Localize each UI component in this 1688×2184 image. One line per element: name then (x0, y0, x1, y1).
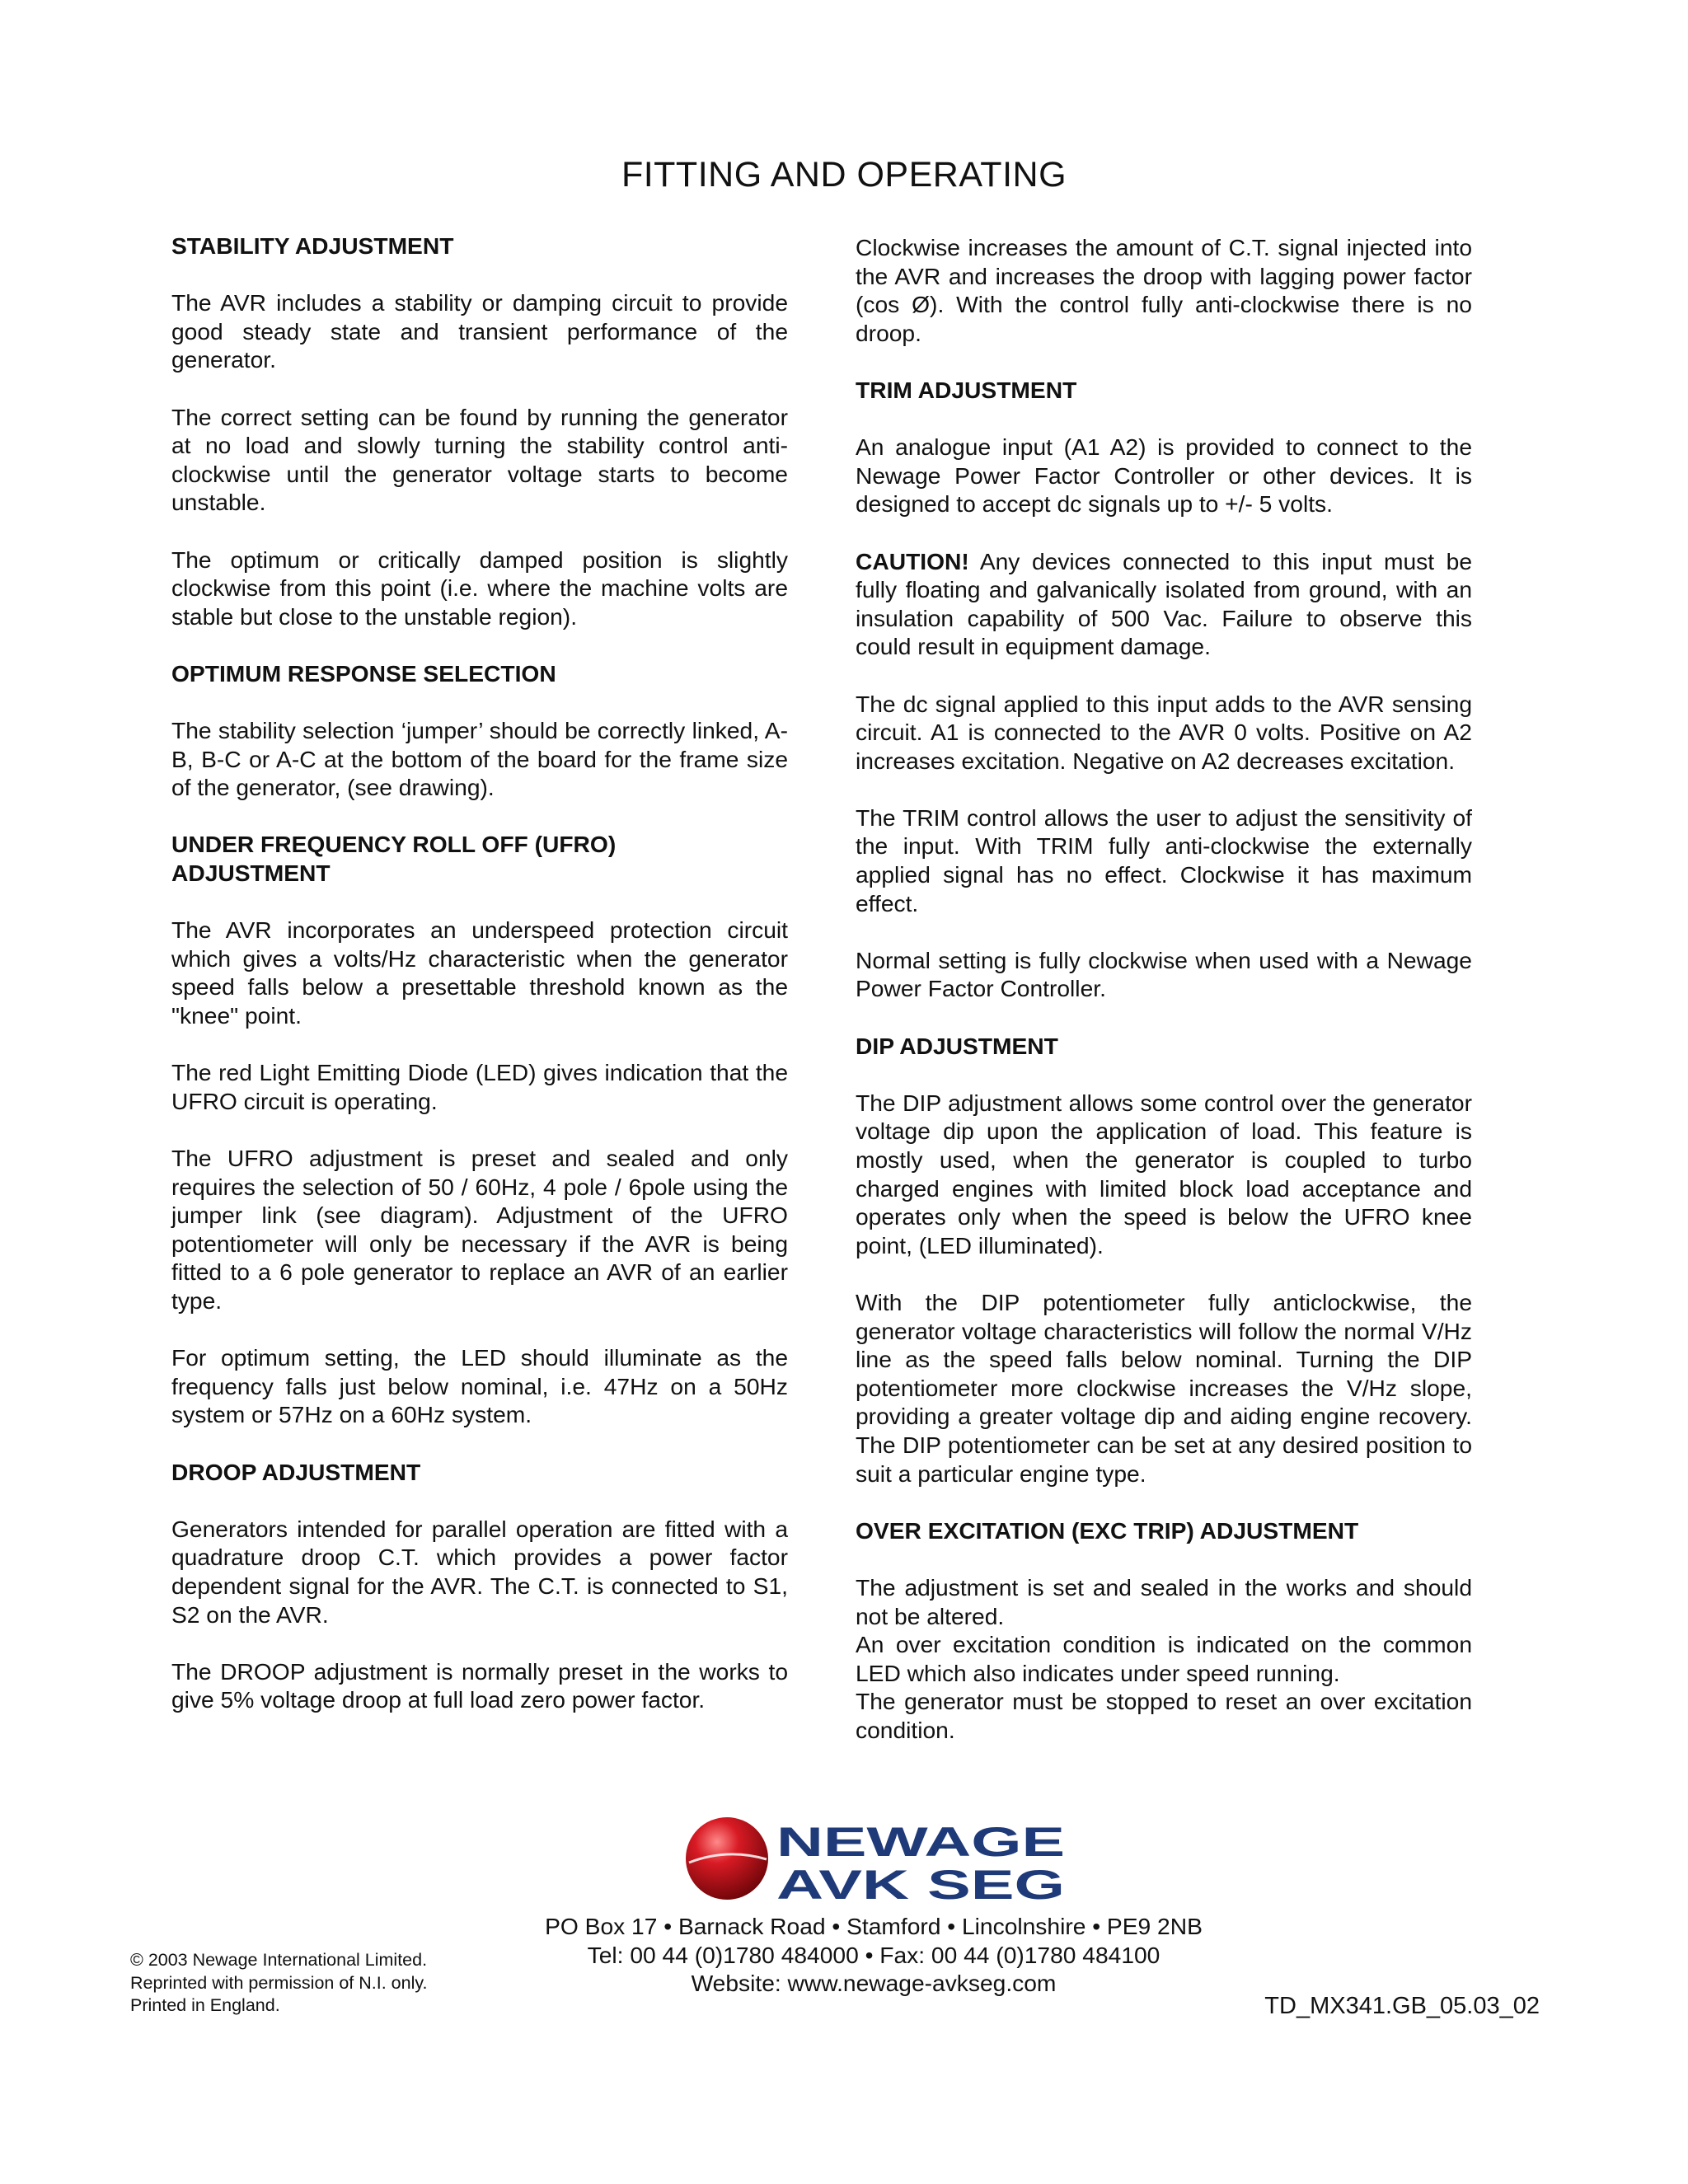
copyright-line-3: Printed in England. (130, 1995, 280, 2015)
trim-heading: TRIM ADJUSTMENT (856, 376, 1077, 403)
dip-heading: DIP ADJUSTMENT (856, 1032, 1058, 1059)
droop-paragraph-3: Clockwise increases the amount of C.T. signal injected into the AVR and increases the droop with lagging power factor (cos Ø). With the control fully anti-clockwise there is no droop. (856, 234, 1472, 346)
address-line-1: PO Box 17 • Barnack Road • Stamford • Lincolnshire • PE9 2NB (545, 1913, 1203, 1939)
document-reference: TD_MX341.GB_05.03_02 (1264, 1993, 1540, 2019)
exc-heading: OVER EXCITATION (EXC TRIP) ADJUSTMENT (856, 1516, 1359, 1544)
dip-paragraph-2: With the DIP potentiometer fully anticlockwise, the generator voltage characteristics will follow the normal V/Hz line as the speed falls below nominal. Turning the DIP potentiometer more clockwise increases the V/Hz slope, providing a greater voltage dip and aiding engine recovery. The DIP potentiometer can be set at any desired position to suit a particular engine type. (856, 1288, 1472, 1487)
exc-paragraph-3: The generator must be stopped to reset an over excitation condition. (856, 1688, 1472, 1743)
stability-paragraph-3: The optimum or critically damped position is slightly clockwise from this point (i.e. where the machine volts are stable but close to the unstable region). (171, 546, 788, 630)
ufro-paragraph-3: The UFRO adjustment is preset and sealed and only requires the selection of 50 / 60Hz, 4 pole / 6pole using the jumper link (see diagram). Adjustment of the UFRO potentiometer will only be necessary if the AVR is being fitted to a 6 pole generator to replace an AVR of an earlier type. (171, 1145, 788, 1314)
left-column (171, 232, 788, 1742)
newage-avkseg-logo (684, 1813, 1071, 1904)
logo-line-2: AVK SEG (776, 1862, 1065, 1904)
droop-paragraph-1: Generators intended for parallel operation are fitted with a quadrature droop C.T. which provides a power factor dependent signal for the AVR. The C.T. is connected to S1, S2 on the AVR. (171, 1515, 788, 1628)
caution-text: Any devices connected to this input must be fully floating and galvanically isolated from ground, with an insulation capability of 500 Vac. Failure to observe this could result in equipment damage. (856, 547, 1472, 660)
stability-heading: STABILITY ADJUSTMENT (171, 232, 454, 259)
trim-paragraph-3: The TRIM control allows the user to adjust the sensitivity of the input. With TRIM fully anti-clockwise the externally applied signal has no effect. Clockwise it has maximum effect. (856, 804, 1472, 916)
trim-paragraph-2: The dc signal applied to this input adds to the AVR sensing circuit. A1 is connected to the AVR 0 volts. Positive on A2 increases excitation. Negative on A2 decreases excitation. (856, 690, 1472, 774)
droop-paragraph-2: The DROOP adjustment is normally preset in the works to give 5% voltage droop at full load zero power factor. (171, 1657, 788, 1713)
ufro-heading-line-1: UNDER FREQUENCY ROLL OFF (UFRO) (171, 831, 617, 858)
copyright-line-1: © 2003 Newage International Limited. (130, 1950, 428, 1970)
ufro-heading-line-2: ADJUSTMENT (171, 860, 331, 887)
droop-heading: DROOP ADJUSTMENT (171, 1458, 421, 1485)
exc-paragraph-1: The adjustment is set and sealed in the works and should not be altered. (856, 1573, 1472, 1629)
page-title: FITTING AND OPERATING (621, 155, 1067, 194)
copyright-line-2: Reprinted with permission of N.I. only. (130, 1972, 428, 1993)
caution-paragraph (856, 547, 1472, 661)
exc-paragraph-2: An over excitation condition is indicated on the common LED which also indicates under speed running. (856, 1631, 1472, 1686)
copyright-block (130, 1949, 427, 2018)
address-block (462, 1912, 1286, 1998)
response-heading: OPTIMUM RESPONSE SELECTION (171, 659, 556, 687)
ufro-paragraph-4: For optimum setting, the LED should illuminate as the frequency falls just below nominal, i.e. 47Hz on a 50Hz system or 57Hz on a 60Hz system. (171, 1344, 788, 1428)
right-column (856, 233, 1472, 1744)
trim-paragraph-4: Normal setting is fully clockwise when used with a Newage Power Factor Controller. (856, 946, 1472, 1002)
response-paragraph-1: The stability selection ‘jumper’ should be correctly linked, A-B, B-C or A-C at the bottom of the board for the frame size of the generator, (see drawing). (171, 717, 788, 801)
ufro-paragraph-2: The red Light Emitting Diode (LED) gives indication that the UFRO circuit is operating. (171, 1059, 788, 1114)
caution-label: CAUTION! (856, 547, 969, 574)
stability-paragraph-1: The AVR includes a stability or damping circuit to provide good steady state and transient performance of the generator. (171, 289, 788, 373)
stability-paragraph-2: The correct setting can be found by running the generator at no load and slowly turning the stability control anti-clockwise until the generator voltage starts to become unstable. (171, 403, 788, 516)
logo-line-1: NEWAGE (776, 1819, 1065, 1865)
address-line-2: Tel: 00 44 (0)1780 484000 • Fax: 00 44 (0)1780 484100 (587, 1941, 1160, 1968)
dip-paragraph-1: The DIP adjustment allows some control over the generator voltage dip upon the application of load. This feature is mostly used, when the generator is coupled to turbo charged engines with limited block load acceptance and operates only when the speed is below the UFRO knee point, (LED illuminated). (856, 1089, 1472, 1258)
ufro-heading (171, 830, 788, 887)
address-line-3: Website: www.newage-avkseg.com (691, 1970, 1057, 1997)
trim-paragraph-1: An analogue input (A1 A2) is provided to connect to the Newage Power Factor Controller or other devices. It is designed to accept dc signals up to +/- 5 volts. (856, 434, 1472, 518)
ufro-paragraph-1: The AVR incorporates an underspeed protection circuit which gives a volts/Hz characteristic when the generator speed falls below a presettable threshold known as the "knee" point. (171, 916, 788, 1029)
